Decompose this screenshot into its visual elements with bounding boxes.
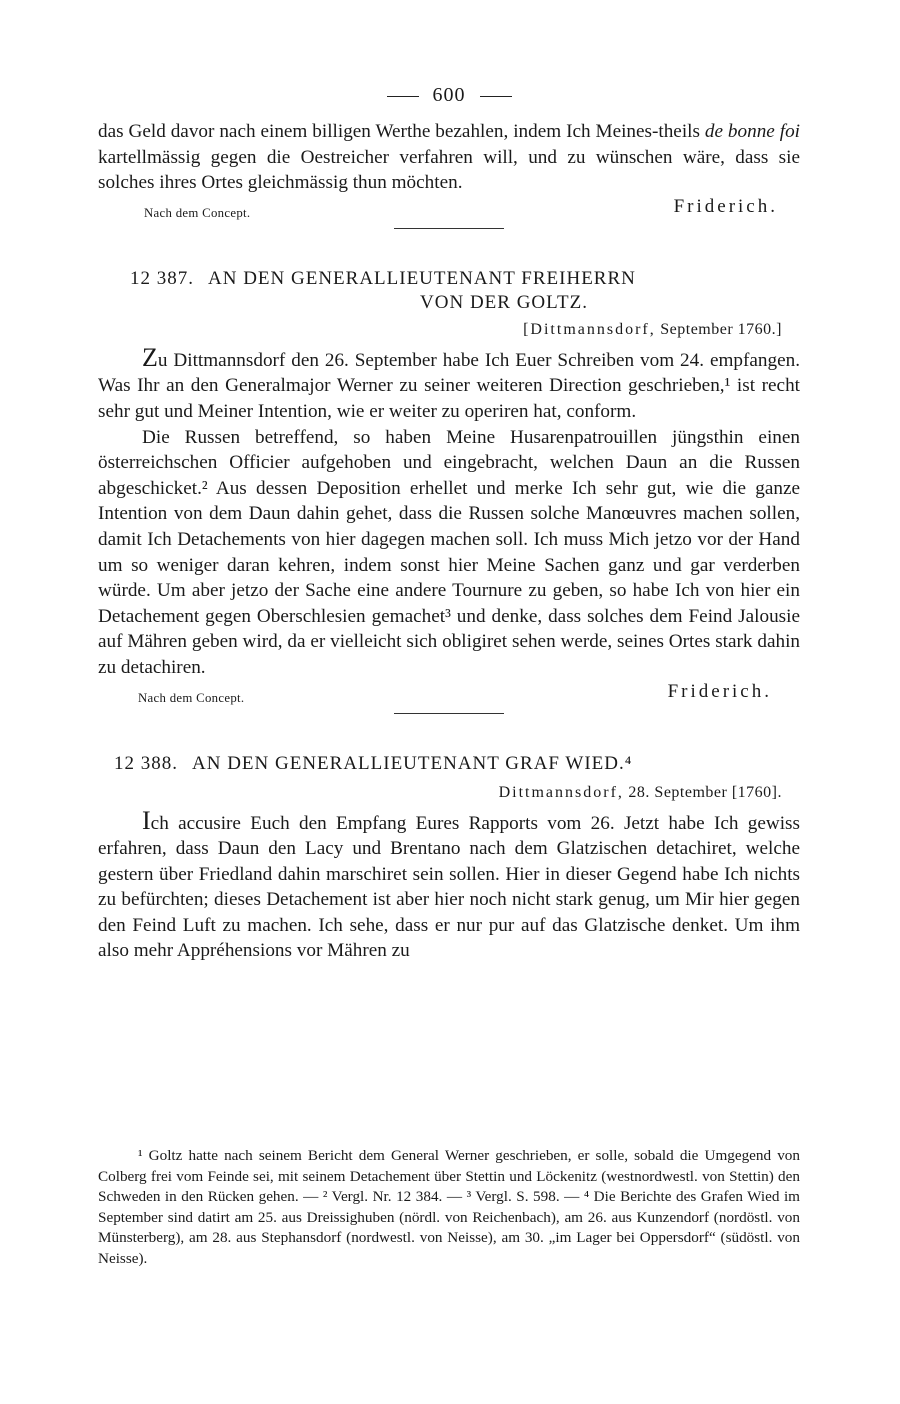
letter1-title-line2: VON DER GOLTZ. <box>420 291 588 313</box>
intro-paragraph: das Geld davor nach einem billigen Werthe bezahlen, indem Ich Meines-theils de bonne foi kartellmässig gegen die Oestreicher verfahren will, und zu wünschen wäre, dass sie solches ihres Ortes gleichmässig thun möchten. <box>98 121 800 194</box>
letter1-dateline: [Dittmannsdorf, September 1760.] <box>523 320 782 338</box>
letter1-paragraph-1: Zu Dittmannsdorf den 26. September habe Ich Euer Schreiben vom 24. empfangen. Was Ihr an den Generalmajor Werner zu seiner weiteren Direction geschrieben,¹ ist recht sehr gut und Meiner Intention, wie er weiter zu operiren hat, conform. <box>98 342 800 422</box>
letter2-dateline: Dittmannsdorf, 28. September [1760]. <box>498 783 782 801</box>
letter1-heading <box>98 267 800 315</box>
letter2-title-line1: AN DEN GENERALLIEUTENANT GRAF WIED.⁴ <box>192 752 633 774</box>
letter1-number: 12 387. <box>130 267 194 289</box>
page-number-dash-right <box>480 96 512 97</box>
intro-signature-block <box>98 196 800 228</box>
intro-signature: Friderich. <box>673 195 778 217</box>
page-number: 600 <box>98 84 800 107</box>
letter2-heading <box>98 752 800 776</box>
footnotes <box>98 1146 800 1270</box>
letter1-signature-block <box>98 681 800 713</box>
letter2-dropcap: I <box>142 805 151 835</box>
letter2-number: 12 388. <box>114 752 178 774</box>
letter1-source-note: Nach dem Concept. <box>138 690 245 705</box>
intro-source-note: Nach dem Concept. <box>144 205 251 220</box>
section-divider <box>394 228 504 229</box>
letter1-title-line1: AN DEN GENERALLIEUTENANT FREIHERRN <box>208 267 636 289</box>
intro-italic: de bonne foi <box>704 121 800 142</box>
footnote-text: ¹ Goltz hatte nach seinem Bericht dem General Werner geschrieben, er solle, sobald die Umgegend von Colberg frei vom Feinde sei, mit seinem Detachement über Stettin und Löckenitz (westnordwestl. von Stettin) den Schweden in den Rücken gehen. — ² Vergl. Nr. 12 384. — ³ Vergl. S. 598. — ⁴ Die Berichte des Grafen Wied im September sind datirt am 25. aus Dreissighuben (nördl. von Reichenbach), am 26. aus Kunzendorf (nordöstl. von Münsterberg), am 28. aus Stephansdorf (nordwestl. von Neisse), am 30. „im Lager bei Oppersdorf“ (südöstl. von Neisse). <box>98 1147 800 1267</box>
section-divider-2 <box>394 713 504 714</box>
page-number-dash-left <box>387 96 419 97</box>
letter1-paragraph-2: Die Russen betreffend, so haben Meine Husarenpatrouillen jüngsthin einen österreichschen Officier aufgehoben und eingebracht, welchen Daun an die Russen abgeschicket.² Aus dessen Deposition erhellet und merke Ich sehr gut, wie die ganze Intention von dem Daun dahin gehet, dass die Russen solche Manœuvres machen sollen, damit Ich Detachements von hier dagegen machen soll. Ich muss Mich jetzo vor der Hand um so weniger daran kehren, indem sonst hier Meine Sachen ganz und gar verderben würde. Um aber jetzo der Sache eine andere Tournure zu geben, so habe Ich von hier ein Detachement gegen Oberschlesien gemachet³ und denke, dass solches dem Feind Jalousie auf Mähren geben wird, da er vielleicht sich obligiret sehen werde, seines Ortes stark dahin zu detachiren. <box>98 426 800 678</box>
page <box>98 84 800 964</box>
letter1-dropcap: Z <box>142 342 158 372</box>
letter2-paragraph-1: Ich accusire Euch den Empfang Eures Rapports vom 26. Jetzt habe Ich gewiss erfahren, dass Daun den Lacy und Brentano nach dem Glatzischen detachiret, welche gestern über Friedland dahin marschiret sein sollen. Hier in dieser Gegend habe Ich nichts zu befürchten; dieses Detachement ist aber hier noch nicht stark genug, um Mir hier gegen den Feind Luft zu machen. Ich sehe, dass er nur pur auf das Glatzische denket. Um ihm also mehr Appréhensions vor Mähren zu <box>98 805 800 962</box>
letter1-signature: Friderich. <box>667 680 772 702</box>
